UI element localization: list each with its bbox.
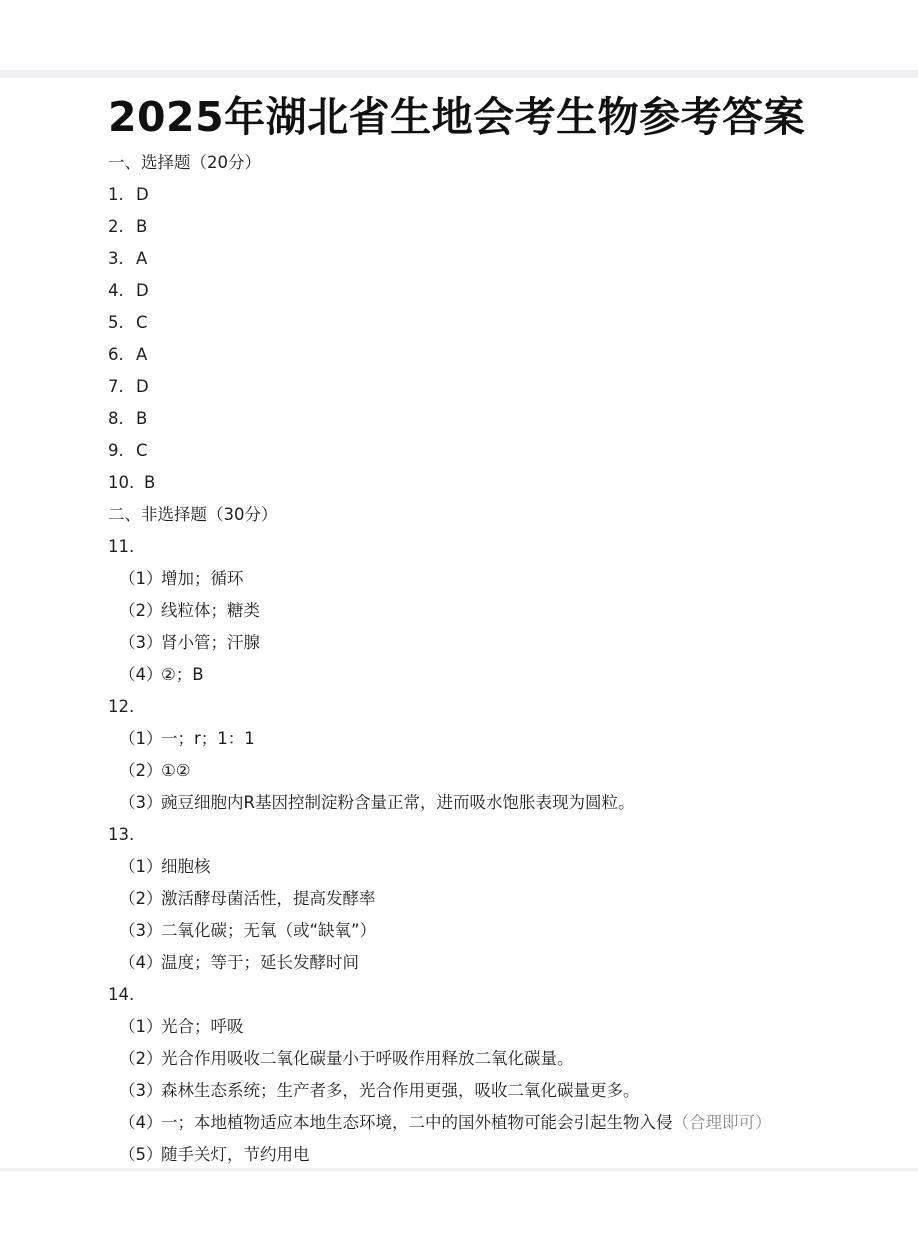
page-bottom-divider	[0, 1168, 918, 1171]
sub-text: 一；r；1：1	[161, 729, 255, 748]
sub-answer	[119, 856, 211, 878]
sub-text: 豌豆细胞内R基因控制淀粉含量正常，进而吸水饱胀表现为圆粒。	[161, 793, 635, 812]
answer-choice: B	[144, 473, 156, 492]
sub-answer	[119, 1016, 244, 1038]
answer-number: 5.	[108, 313, 124, 332]
sub-label: （3）	[119, 921, 163, 940]
answer-choice: D	[136, 377, 149, 396]
sub-text: 随手关灯，节约用电	[161, 1145, 310, 1164]
answer-number: 9.	[108, 441, 124, 460]
top-margin	[0, 0, 918, 70]
sub-text: ②；B	[161, 665, 204, 684]
sub-text: 增加；循环	[161, 569, 244, 588]
sub-text: 光合；呼吸	[161, 1017, 244, 1036]
sub-text: 光合作用吸收二氧化碳量小于呼吸作用释放二氧化碳量。	[161, 1049, 574, 1068]
sub-text: ①②	[161, 761, 191, 780]
sub-text: 森林生态系统；生产者多，光合作用更强，吸收二氧化碳量更多。	[161, 1081, 640, 1100]
sub-label: （4）	[119, 1113, 163, 1132]
answer-number: 3.	[108, 249, 124, 268]
sub-text: 一；本地植物适应本地生态环境，二中的国外植物可能会引起生物入侵	[161, 1113, 673, 1132]
sub-text: 细胞核	[161, 857, 211, 876]
answer-item	[108, 216, 147, 238]
answer-number: 2.	[108, 217, 124, 236]
answer-item	[108, 408, 147, 430]
section2-heading: 二、非选择题（30分）	[108, 505, 278, 524]
answer-item	[108, 472, 155, 494]
sub-answer	[119, 728, 255, 750]
answer-choice: B	[136, 217, 148, 236]
question-number: 11.	[108, 537, 135, 556]
sub-label: （5）	[119, 1145, 163, 1164]
sub-label: （2）	[119, 601, 163, 620]
sub-label: （1）	[119, 569, 163, 588]
answer-number: 1.	[108, 185, 124, 204]
sub-label: （1）	[119, 729, 163, 748]
question-number: 12.	[108, 697, 135, 716]
sub-answer	[119, 1144, 310, 1166]
sub-label: （2）	[119, 761, 163, 780]
sub-answer	[119, 920, 376, 942]
answer-number: 6.	[108, 345, 124, 364]
sub-answer	[119, 888, 376, 910]
sub-text: 温度；等于；延长发酵时间	[161, 953, 359, 972]
answer-item	[108, 184, 149, 206]
answer-item	[108, 280, 149, 302]
sub-label: （3）	[119, 793, 163, 812]
sub-answer	[119, 632, 260, 654]
answer-choice: D	[136, 281, 149, 300]
answer-choice: A	[136, 345, 148, 364]
sub-answer	[119, 792, 634, 814]
sub-answer	[119, 664, 204, 686]
sub-label: （4）	[119, 953, 163, 972]
answer-choice: B	[136, 409, 148, 428]
sub-label: （2）	[119, 889, 163, 908]
sub-label: （1）	[119, 857, 163, 876]
answer-number: 7.	[108, 377, 124, 396]
sub-answer	[119, 568, 244, 590]
answer-item	[108, 376, 149, 398]
question-number: 14.	[108, 985, 135, 1004]
answer-choice: C	[136, 441, 148, 460]
sub-text: 线粒体；糖类	[161, 601, 260, 620]
sub-text: 肾小管；汗腺	[161, 633, 260, 652]
question-number: 13.	[108, 825, 135, 844]
answer-choice: A	[136, 249, 148, 268]
answer-item	[108, 344, 147, 366]
sub-text: 二氧化碳；无氧（或“缺氧”）	[161, 921, 377, 940]
answer-choice: D	[136, 185, 149, 204]
section1-heading: 一、选择题（20分）	[108, 153, 261, 172]
sub-label: （2）	[119, 1049, 163, 1068]
page-top-divider	[0, 70, 918, 78]
sub-answer	[119, 760, 191, 782]
sub-answer	[119, 1112, 772, 1134]
sub-answer	[119, 1080, 640, 1102]
answer-number: 10.	[108, 473, 135, 492]
answer-item	[108, 312, 148, 334]
answer-item	[108, 440, 148, 462]
sub-answer	[119, 600, 260, 622]
sub-answer	[119, 1048, 574, 1070]
sub-text: 激活酵母菌活性，提高发酵率	[161, 889, 376, 908]
sub-answer	[119, 952, 359, 974]
answer-number: 4.	[108, 281, 124, 300]
sub-label: （4）	[119, 665, 163, 684]
sub-label: （3）	[119, 1081, 163, 1100]
sub-label: （3）	[119, 633, 163, 652]
answer-number: 8.	[108, 409, 124, 428]
sub-note: （合理即可）	[672, 1113, 772, 1132]
page-title: 2025年湖北省生地会考生物参考答案	[108, 93, 806, 141]
answer-choice: C	[136, 313, 148, 332]
answer-item	[108, 248, 147, 270]
sub-label: （1）	[119, 1017, 163, 1036]
